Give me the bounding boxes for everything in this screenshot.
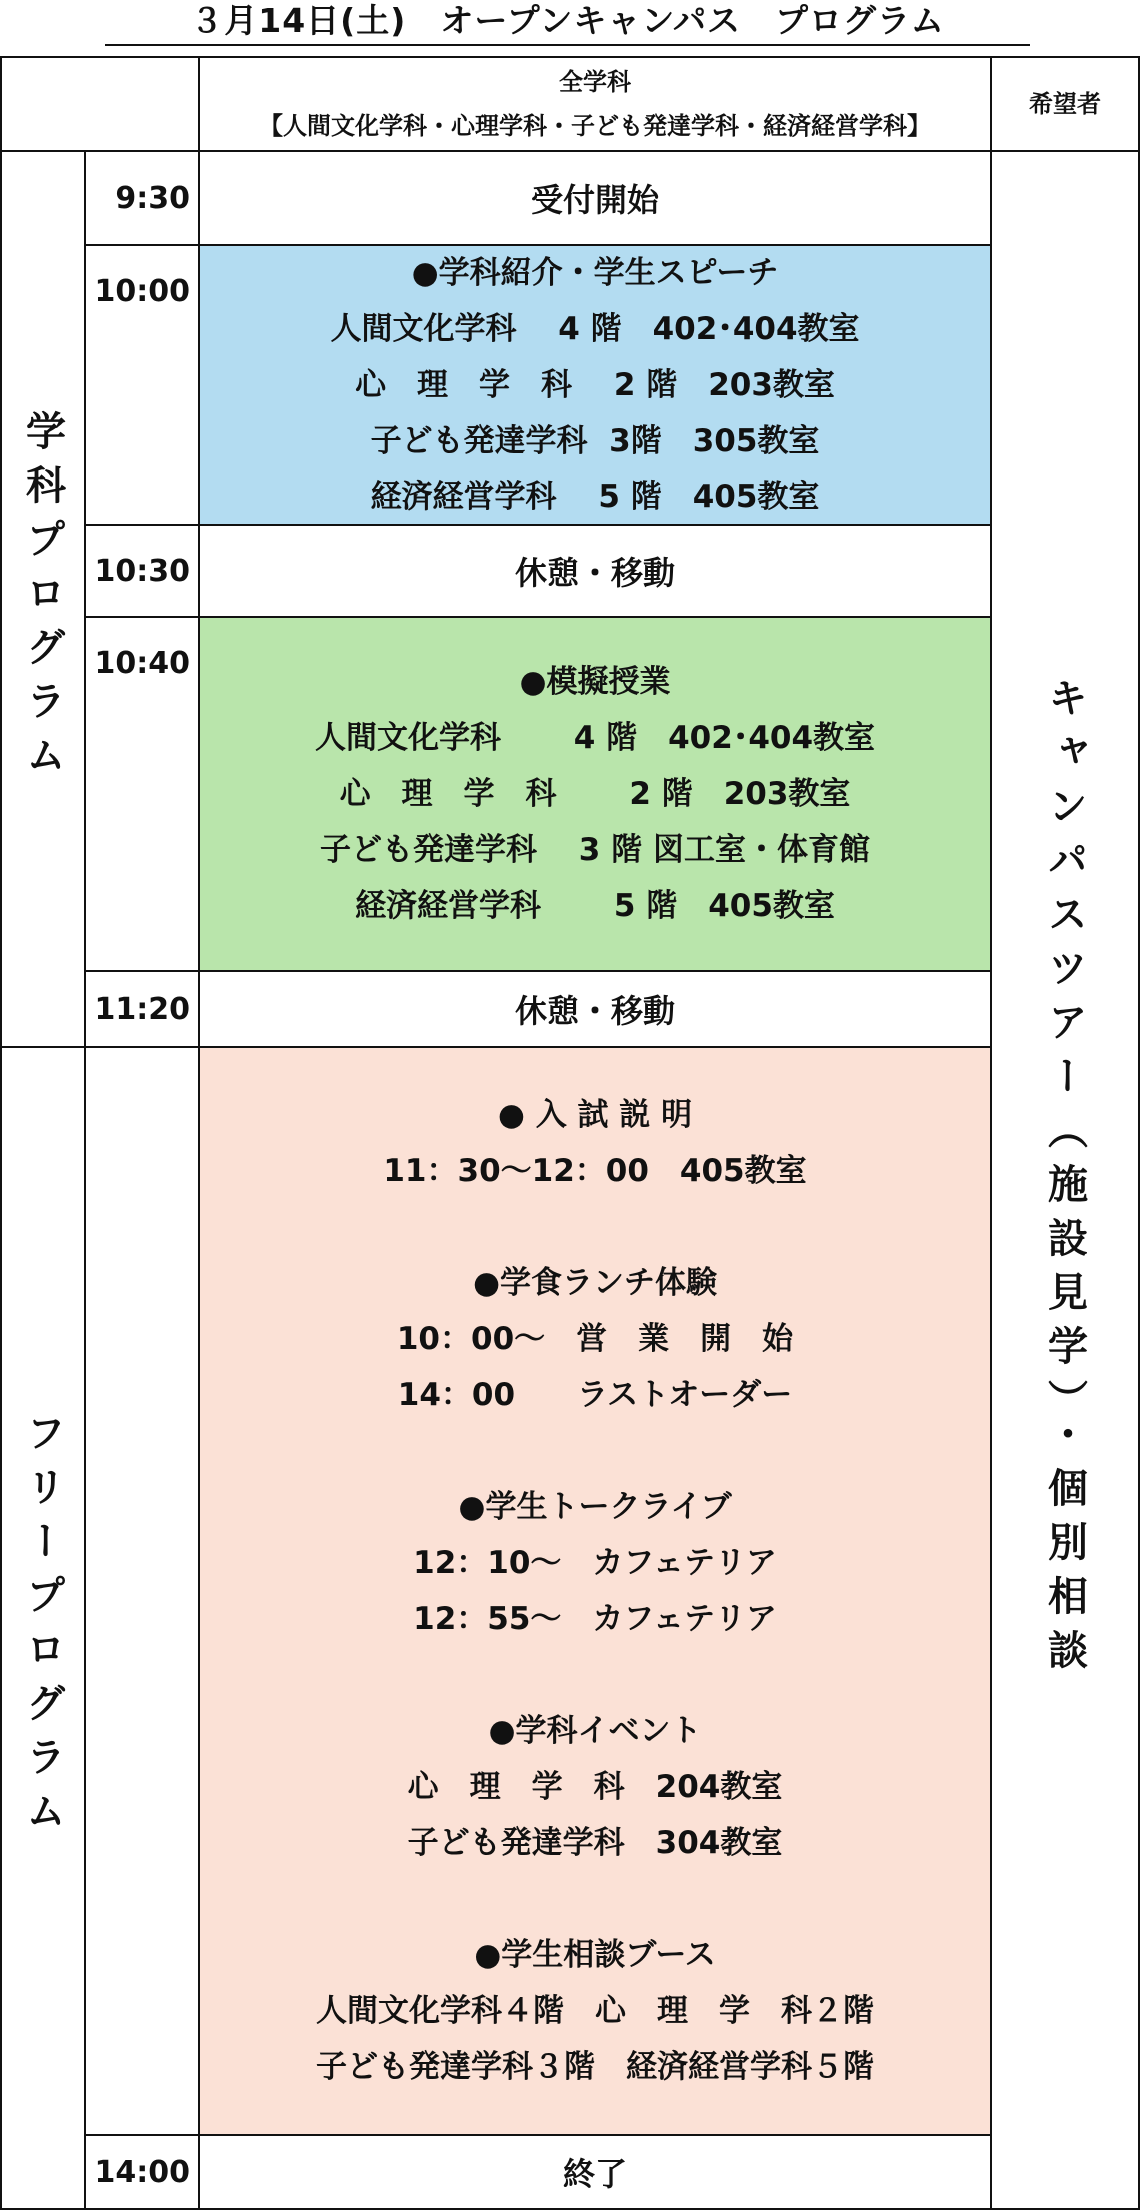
header-blank-cell [0,56,200,152]
tour-label-cell [990,150,1140,2210]
event-heading: ●学科イベント [488,1713,702,1749]
event-line-1: 心 理 学 科 204教室 [407,1769,783,1805]
time-1000 [84,244,200,526]
free-label: フリープログラム [19,1412,66,1844]
free-label-cell [0,1046,86,2210]
mock-line-3: 子ども発達学科 3 階 図工室・体育館 [320,832,870,868]
talk-heading: ●学生トークライブ [458,1489,732,1525]
time-1030-text: 10:30 [94,553,190,589]
lunch-line-1: 10：00～ 営 業 開 始 [396,1321,794,1357]
time-1120-text: 11:20 [94,991,190,1027]
booth-line-1: 人間文化学科４階 心 理 学 科２階 [316,1993,874,2029]
mock-line-1: 人間文化学科 4 階 402･404教室 [314,720,876,756]
exam-heading: ● 入 試 説 明 [497,1097,693,1133]
time-0930-text: 9:30 [115,180,190,216]
break-2-cell [198,970,992,1048]
talk-line-1: 12：10～ カフェテリア [413,1545,777,1581]
break-1-cell [198,524,992,618]
booth-heading: ●学生相談ブース [474,1937,716,1973]
mock-class-block [198,616,992,972]
intro-line-3: 子ども発達学科 3階 305教室 [370,423,820,459]
time-0930 [84,150,200,246]
header-hope: 希望者 [1029,90,1101,118]
event-line-2: 子ども発達学科 304教室 [407,1825,783,1861]
program-label-cell [0,150,86,1048]
free-time-cell [84,1046,200,2136]
intro-line-4: 経済経営学科 5 階 405教室 [370,479,820,515]
free-program-block [198,1046,992,2136]
header-dept-list: 【人間文化学科・心理学科・子ども発達学科・経済経営学科】 [259,112,931,140]
talk-line-2: 12：55～ カフェテリア [413,1601,777,1637]
header-dept-cell [198,56,992,152]
intro-line-1: 人間文化学科 4 階 402･404教室 [330,311,860,347]
header-hope-cell [990,56,1140,152]
lunch-line-2: 14：00 ラストオーダー [397,1377,793,1413]
end-cell [198,2134,992,2210]
end-label: 終了 [562,2155,627,2193]
exam-line-1: 11：30～12：00 405教室 [383,1153,807,1189]
page-title: ３月14日(土) オープンキャンパス プログラム [105,0,1030,46]
mock-heading: ●模擬授業 [519,664,671,700]
time-1040 [84,616,200,972]
header-dept-title: 全学科 [559,68,631,96]
intro-line-2: 心 理 学 科 2 階 203教室 [355,367,835,403]
mock-line-2: 心 理 学 科 2 階 203教室 [339,776,851,812]
time-1030 [84,524,200,618]
time-1120 [84,970,200,1048]
time-1400-text: 14:00 [94,2154,190,2190]
booth-line-2: 子ども発達学科３階 経済経営学科５階 [316,2049,874,2085]
break-1-label: 休憩・移動 [514,554,675,592]
break-2-label: 休憩・移動 [514,992,675,1030]
intro-heading: ●学科紹介・学生スピーチ [411,255,779,291]
program-label: 学科プログラム [19,410,66,788]
mock-line-4: 経済経営学科 5 階 405教室 [355,888,835,924]
lunch-heading: ●学食ランチ体験 [472,1265,718,1301]
intro-block [198,244,992,526]
reception-label: 受付開始 [530,181,659,219]
time-1000-text: 10:00 [94,274,190,309]
time-1400 [84,2134,200,2210]
reception-cell [198,150,992,246]
time-1040-text: 10:40 [94,646,190,681]
tour-label: キャンパスツアー（施設見学）・個別相談 [1041,677,1088,1683]
